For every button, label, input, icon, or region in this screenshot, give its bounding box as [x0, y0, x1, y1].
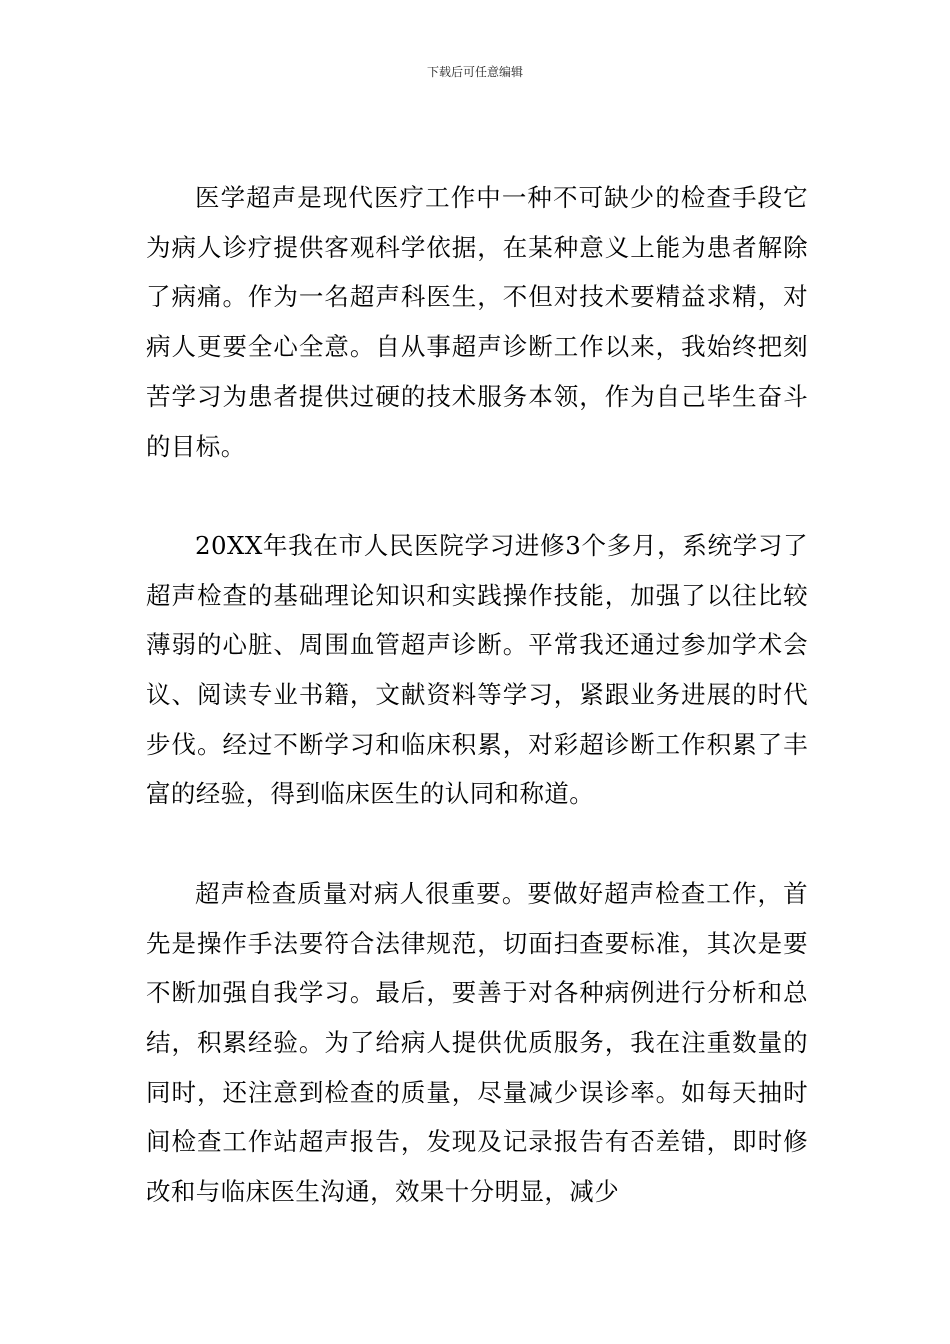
document-body: [146, 173, 808, 1217]
page-header-note: 下载后可任意编辑: [426, 65, 523, 79]
paragraph-2: 20XX年我在市人民医院学习进修3个多月，系统学习了超声检查的基础理论知识和实践操作技能，加强了以往比较薄弱的心脏、周围血管超声诊断。平常我还通过参加学术会议、阅读专业书籍，文献资料等学习，紧跟业务进展的时代步伐。经过不断学习和临床积累，对彩超诊断工作积累了丰富的经验，得到临床医生的认同和称道。: [146, 530, 808, 809]
paragraph-1: 医学超声是现代医疗工作中一种不可缺少的检查手段它为病人诊疗提供客观科学依据，在某种意义上能为患者解除了病痛。作为一名超声科医生，不但对技术要精益求精，对病人更要全心全意。自从事超声诊断工作以来，我始终把刻苦学习为患者提供过硬的技术服务本领，作为自己毕生奋斗的目标。: [146, 183, 808, 461]
paragraph-3: 超声检查质量对病人很重要。要做好超声检查工作，首先是操作手法要符合法律规范，切面扫查要标准，其次是要不断加强自我学习。最后，要善于对各种病例进行分析和总结，积累经验。为了给病人提供优质服务，我在注重数量的同时，还注意到检查的质量，尽量减少误诊率。如每天抽时间检查工作站超声报告，发现及记录报告有否差错，即时修改和与临床医生沟通，效果十分明显，减少: [146, 878, 808, 1207]
